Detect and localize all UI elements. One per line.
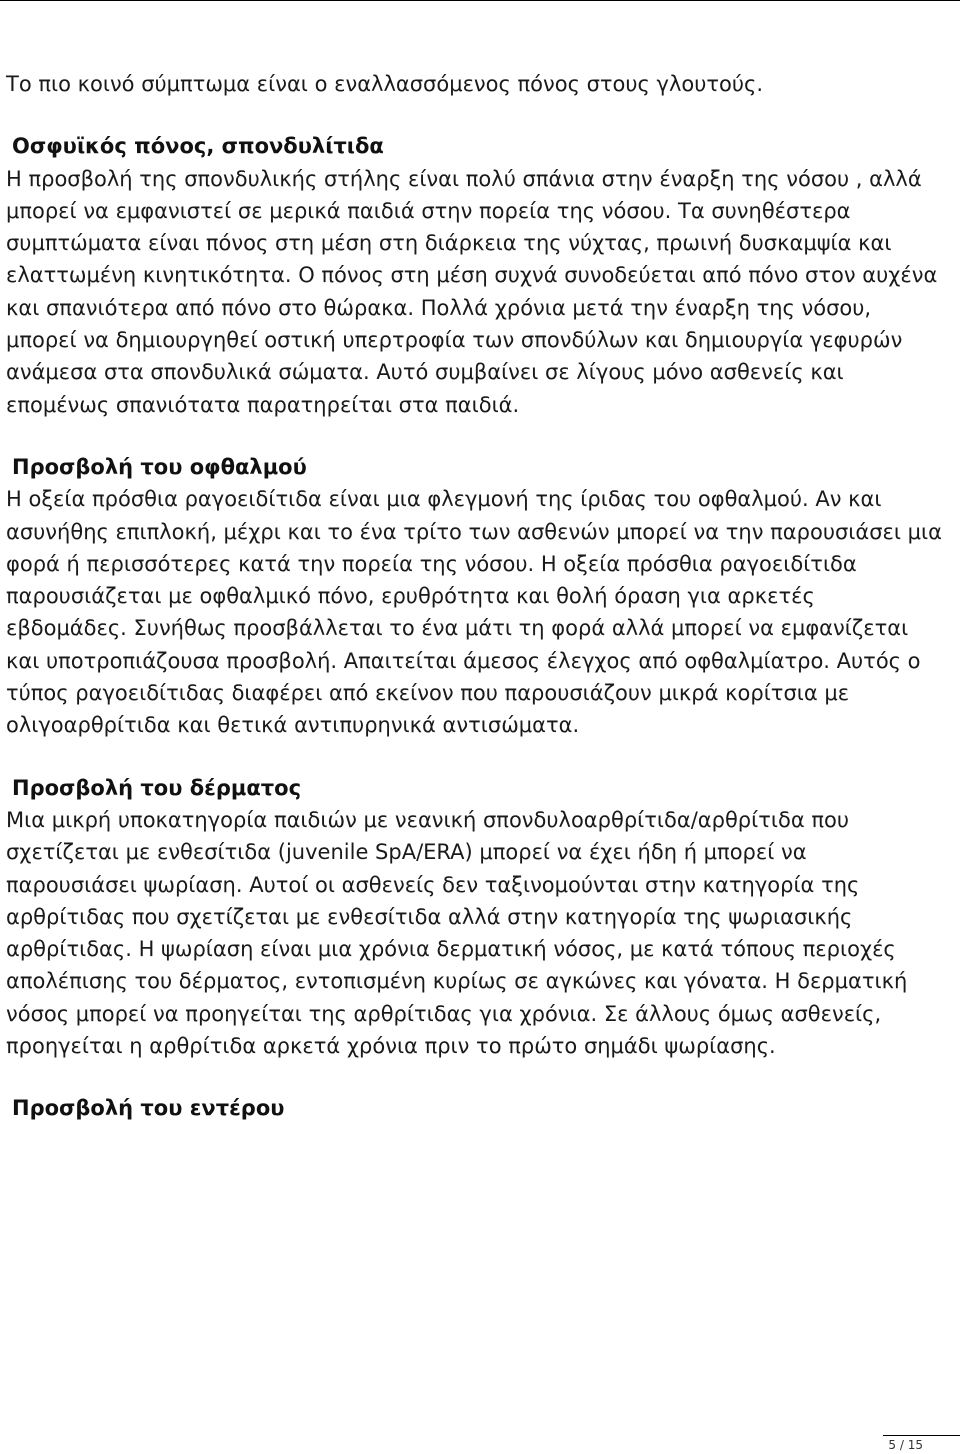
footer-rule (883, 1435, 960, 1436)
section-body: Η προσβολή της σπονδυλικής στήλης είναι πολύ σπάνια στην έναρξη της νόσου , αλλά μπορεί να εμφανιστεί σε μερικά παιδιά στην πορεία της νόσου. Τα συνηθέστερα συμπτώματα είναι πόνος στη μέση στη διάρκεια της νύχτας, πρωινή δυσκαμψία και ελαττωμένη κινητικότητα. Ο πόνος στη μέση συχνά συνοδεύεται από πόνο στον αυχένα και σπανιότερα από πόνο στο θώρακα. Πολλά χρόνια μετά την έναρξη της νόσου, μπορεί να δημιουργηθεί οστική υπερτροφία των σπονδύλων και δημιουργία γεφυρών ανάμεσα στα σπονδυλικά σώματα. Αυτό συμβαίνει σε λίγους μόνο ασθενείς και επομένως σπανιότατα παρατηρείται στα παιδιά. (6, 166, 938, 417)
section-bowel (6, 1092, 942, 1124)
section-eye (6, 451, 942, 742)
intro-paragraph: Το πιο κοινό σύμπτωμα είναι ο εναλλασσόμενος πόνος στους γλουτούς. (6, 72, 764, 96)
section-heading: Προσβολή του εντέρου (12, 1096, 285, 1121)
section-body: Η οξεία πρόσθια ραγοειδίτιδα είναι μια φλεγμονή της ίριδας του οφθαλμού. Αν και ασυνήθης επιπλοκή, μέχρι και το ένα τρίτο των ασθενών μπορεί να την παρουσιάσει μια φορά ή περισσότερες κατά την πορεία της νόσου. Η οξεία πρόσθια ραγοειδίτιδα παρουσιάζεται με οφθαλμικό πόνο, ερυθρότητα και θολή όραση για αρκετές εβδομάδες. Συνήθως προσβάλλεται το ένα μάτι τη φορά αλλά μπορεί να εμφανίζεται και υποτροπιάζουσα προσβολή. Απαιτείται άμεσος έλεγχος από οφθαλμίατρο. Αυτός ο τύπος ραγοειδίτιδας διαφέρει από εκείνον που παρουσιάζουν μικρά κορίτσια με ολιγοαρθρίτιδα και θετικά αντιπυρηνικά αντισώματα. (6, 487, 942, 738)
section-heading: Προσβολή του οφθαλμού (12, 454, 307, 479)
section-heading: Προσβολή του δέρματος (12, 775, 302, 800)
section-spondylitis (6, 130, 942, 421)
section-skin (6, 772, 942, 1063)
section-body: Μια μικρή υποκατηγορία παιδιών με νεανική σπονδυλοαρθρίτιδα/αρθρίτιδα που σχετίζεται με ενθεσίτιδα (juvenile SpA/ERA) μπορεί να έχει ήδη ή μπορεί να παρουσιάσει ψωρίαση. Αυτοί οι ασθενείς δεν ταξινομούνται στην κατηγορία της αρθρίτιδας που σχετίζεται με ενθεσίτιδα αλλά στην κατηγορία της ψωριασικής αρθρίτιδας. Η ψωρίαση είναι μια χρόνια δερματική νόσος, με κατά τόπους περιοχές απολέπισης του δέρματος, εντοπισμένη κυρίως σε αγκώνες και γόνατα. Η δερματική νόσος μπορεί να προηγείται της αρθρίτιδας για χρόνια. Σε άλλους όμως ασθενείς, προηγείται η αρθρίτιδα αρκετά χρόνια πριν το πρώτο σημάδι ψωρίασης. (6, 807, 908, 1059)
section-heading: Οσφυϊκός πόνος, σπονδυλίτιδα (12, 134, 384, 159)
page-number: 5 / 15 (888, 1438, 923, 1452)
